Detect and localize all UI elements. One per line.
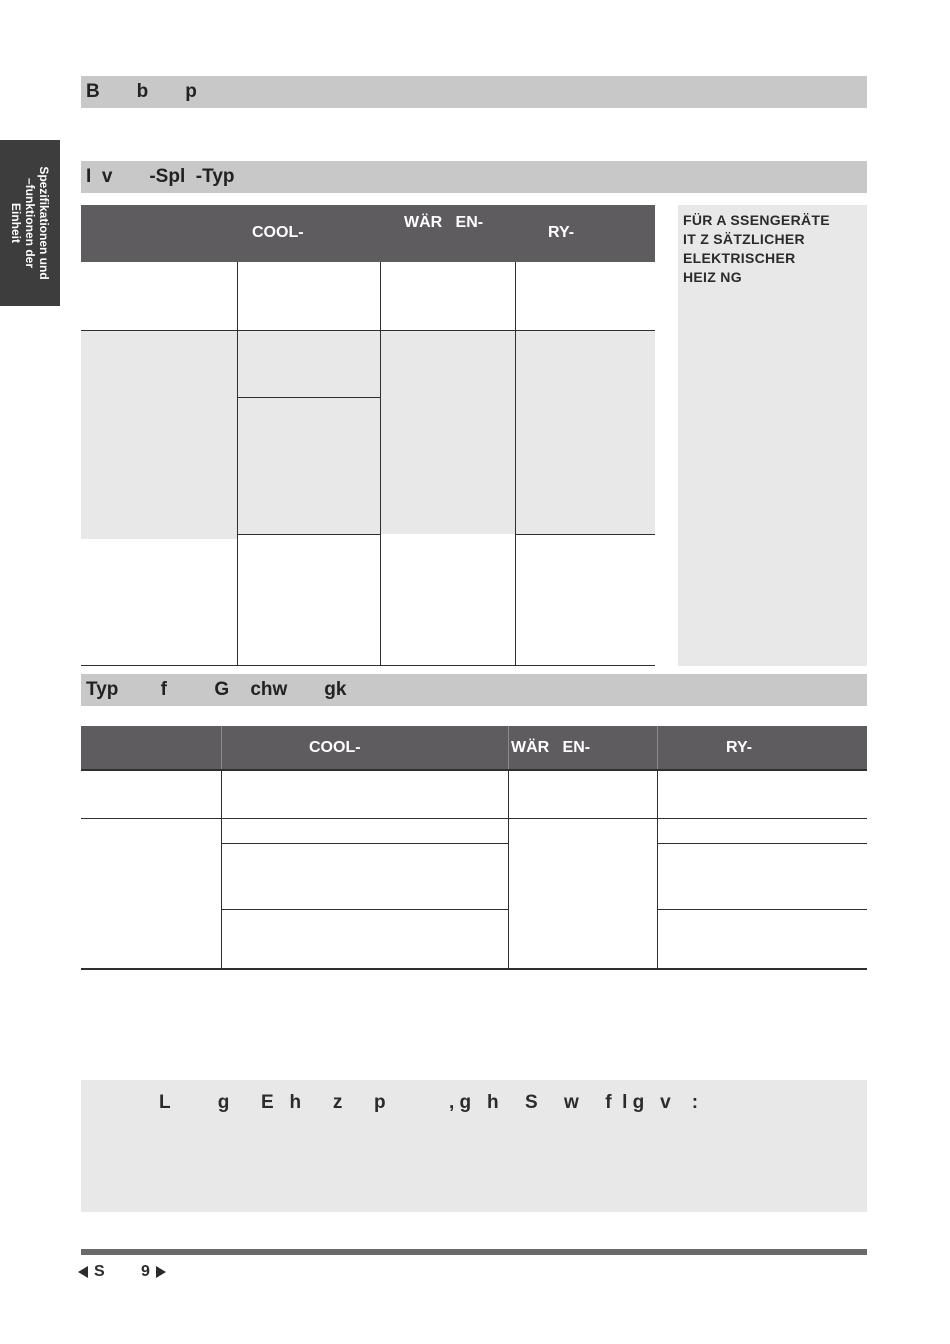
table-cell xyxy=(81,330,237,539)
header-dry: RY- xyxy=(548,224,575,241)
table-rule xyxy=(508,769,509,969)
prev-arrow-icon xyxy=(78,1266,88,1278)
next-arrow-icon xyxy=(156,1266,166,1278)
section-title-2: I v -Spl -Typ xyxy=(86,166,235,187)
table-rule xyxy=(221,909,508,910)
footer-rule xyxy=(81,1249,867,1255)
table-cell xyxy=(237,330,380,397)
table-rule xyxy=(515,534,655,535)
table-rule xyxy=(81,769,867,771)
header-divider xyxy=(221,726,222,769)
header-divider xyxy=(508,726,509,769)
section-header-3 xyxy=(81,674,867,706)
table-rule xyxy=(237,262,238,666)
section-header-1 xyxy=(81,76,867,108)
table-rule xyxy=(237,397,380,398)
info-text: L g E h z p , g h S w f l g v : xyxy=(159,1092,699,1113)
table-rule xyxy=(657,769,658,969)
table-header-row xyxy=(81,726,867,769)
table-rule xyxy=(81,330,655,331)
table-header-row xyxy=(81,205,655,262)
section-title-3: Typ f G chw gk xyxy=(86,679,347,700)
table-rule xyxy=(81,665,655,666)
footer-label: S xyxy=(94,1263,105,1280)
side-tab xyxy=(0,140,60,306)
page-number: 9 xyxy=(141,1263,150,1280)
header-heat: WÄR EN- xyxy=(511,739,591,756)
header-dry: RY- xyxy=(726,739,753,756)
header-cool: COOL- xyxy=(252,224,304,241)
note-text: FÜR A SSENGERÄTE IT Z SÄTZLICHER ELEKTRISCHER HEIZ NG xyxy=(683,212,830,285)
section-title-1: B b p xyxy=(86,81,197,102)
note-box xyxy=(678,205,867,666)
header-cool: COOL- xyxy=(309,739,361,756)
table-rule xyxy=(81,968,867,970)
info-box xyxy=(81,1080,867,1212)
page-footer xyxy=(78,1263,198,1281)
table-rule xyxy=(380,262,381,666)
side-tab-label: Spezifikationen und –funktionen der Einheit xyxy=(9,166,51,280)
table-rule xyxy=(221,769,222,969)
table-cell xyxy=(380,330,515,534)
section-header-2 xyxy=(81,161,867,193)
table-rule xyxy=(221,843,508,844)
table-rule xyxy=(515,262,516,666)
table-rule xyxy=(81,818,867,819)
header-heat: WÄR EN- xyxy=(404,214,484,231)
table-rule xyxy=(657,909,867,910)
table-rule xyxy=(657,843,867,844)
spec-table-1 xyxy=(81,205,655,667)
spec-table-2 xyxy=(81,726,867,972)
table-cell xyxy=(237,397,380,534)
table-rule xyxy=(237,534,380,535)
header-divider xyxy=(657,726,658,769)
table-cell xyxy=(515,330,655,534)
